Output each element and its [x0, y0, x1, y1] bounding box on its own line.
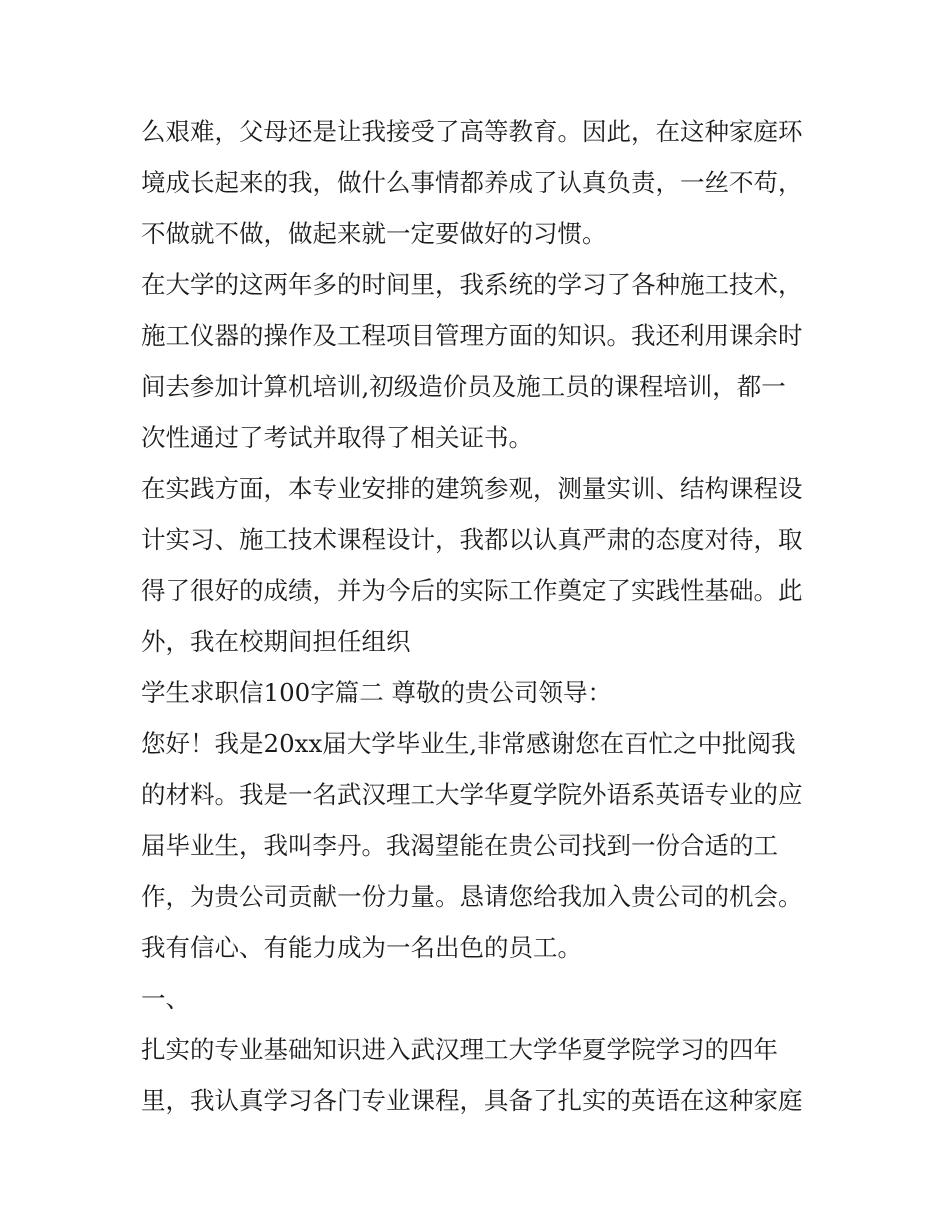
text-line: 在实践方面，本专业安排的建筑参观，测量实训、结构课程设 — [141, 474, 803, 503]
text-line: 您好！我是20xx届大学毕业生,非常感谢您在百忙之中批阅我 — [141, 729, 796, 758]
text-line: 么艰难，父母还是让我接受了高等教育。因此，在这种家庭环 — [141, 117, 803, 146]
text-line: 间去参加计算机培训,初级造价员及施工员的课程培训，都一 — [141, 372, 786, 401]
text-line: 里，我认真学习各门专业课程，具备了扎实的英语在这种家庭 — [141, 1086, 803, 1115]
text-line: 届毕业生，我叫李丹。我渴望能在贵公司找到一份合适的工 — [141, 831, 778, 860]
text-line: 我有信心、有能力成为一名出色的员工。 — [141, 933, 582, 962]
text-line: 作，为贵公司贡献一份力量。恳请您给我加入贵公司的机会。 — [141, 882, 803, 911]
text-line: 外，我在校期间担任组织 — [141, 627, 411, 656]
list-marker: 一、 — [141, 984, 190, 1013]
text-line: 扎实的专业基础知识进入武汉理工大学华夏学院学习的四年 — [141, 1035, 778, 1064]
text-line: 不做就不做，做起来就一定要做好的习惯。 — [141, 219, 607, 248]
text-line: 的材料。我是一名武汉理工大学华夏学院外语系英语专业的应 — [141, 780, 803, 809]
section-heading: 学生求职信100字篇二 尊敬的贵公司领导： — [141, 678, 613, 707]
text-line: 施工仪器的操作及工程项目管理方面的知识。我还利用课余时 — [141, 321, 803, 350]
text-line: 计实习、施工技术课程设计，我都以认真严肃的态度对待，取 — [141, 525, 803, 554]
text-line: 在大学的这两年多的时间里，我系统的学习了各种施工技术， — [141, 270, 803, 299]
text-line: 次性通过了考试并取得了相关证书。 — [141, 423, 533, 452]
text-line: 境成长起来的我，做什么事情都养成了认真负责，一丝不苟， — [141, 168, 803, 197]
document-body — [141, 106, 821, 1126]
text-line: 得了很好的成绩，并为今后的实际工作奠定了实践性基础。此 — [141, 576, 803, 605]
